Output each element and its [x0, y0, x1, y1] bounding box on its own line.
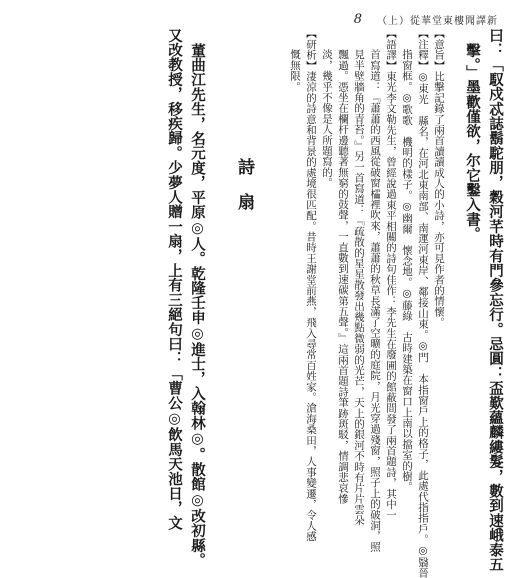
running-header: [354, 12, 498, 27]
note-line-theme: 【意旨】比擊記錄了兩首讀讀成人的小詩，亦可見作者的情懷。: [433, 28, 445, 328]
note-line-annotation: 指窗框。◎歌歌 機明的樣子。◎幽爾 懷念地。◎藤綠 古時建築在窗口上南以擋室的樹。: [401, 49, 413, 493]
note-line-translation: 飄過。憑坐在欄杆邊聽著無窮的鼓聲，一直數到速碳第五聲。』這兩首題詩筆跡斑駁，情調悲哀慘: [337, 49, 349, 504]
note-line-analysis: 【研析】淒涼的詩意和背景的處境很匹配。昔時王謝堂前燕，飛入尋常百姓家。滄海桑田，人事變遷，令人感: [305, 28, 317, 542]
note-line-analysis: 慨無限。: [289, 49, 301, 92]
note-line-translation: 見半壁牆角的青苔。』另一首寫道：『疏散的星星散發出幾點微弱的光芒，天上的銀河不時有片片雲朵: [353, 49, 365, 526]
section-title: 詩扇: [234, 158, 254, 228]
running-title: （上）從華堂東樓聞譯新: [377, 16, 498, 27]
text-line: 又改教授，移疾歸。少夢人贈一扇，上有三絕句曰：「曹公◎飲馬天池日，文: [166, 28, 183, 531]
note-line-translation: 首寫道：『蕭蕭的西風從破窗櫺裡吹來，蕭蕭的秋草長滿了空曠的庭院，月光穿過殘窗，照子上的破洞，照: [369, 49, 381, 552]
page-number: 8: [353, 12, 363, 27]
text-line: 曰：「馭戍忒誌鬍駝朋，穀河芊時有門參忘行。忌圓：盃歎蘊麟縷髮，數到速峨泰五: [487, 28, 504, 572]
note-line-translation: 【語譯】東光李文勒先生，曾經說過東平相關的詩句佳作：李先生在廢圃的館蔽間發了兩首題詩，其中一: [385, 28, 397, 521]
note-line-translation: 淡，幾乎不像是人所題寫的。: [321, 49, 333, 189]
text-line: 擊。」墨歡僅欲，尔它鑿入書。: [464, 42, 481, 242]
vertical-text-page: [18, 28, 504, 578]
text-line: 董曲江先生，名元度，平原◎人。乾隆壬申◎進士，入翰林◎。散館◎改初縣。: [189, 42, 206, 567]
note-line-annotation: 【注釋】◎東光 縣名，在河北東南部、南運河東岸、鄰接山東。◎門 本指窗戶上的格子，此處代指指戶。◎翳晉: [417, 28, 429, 578]
